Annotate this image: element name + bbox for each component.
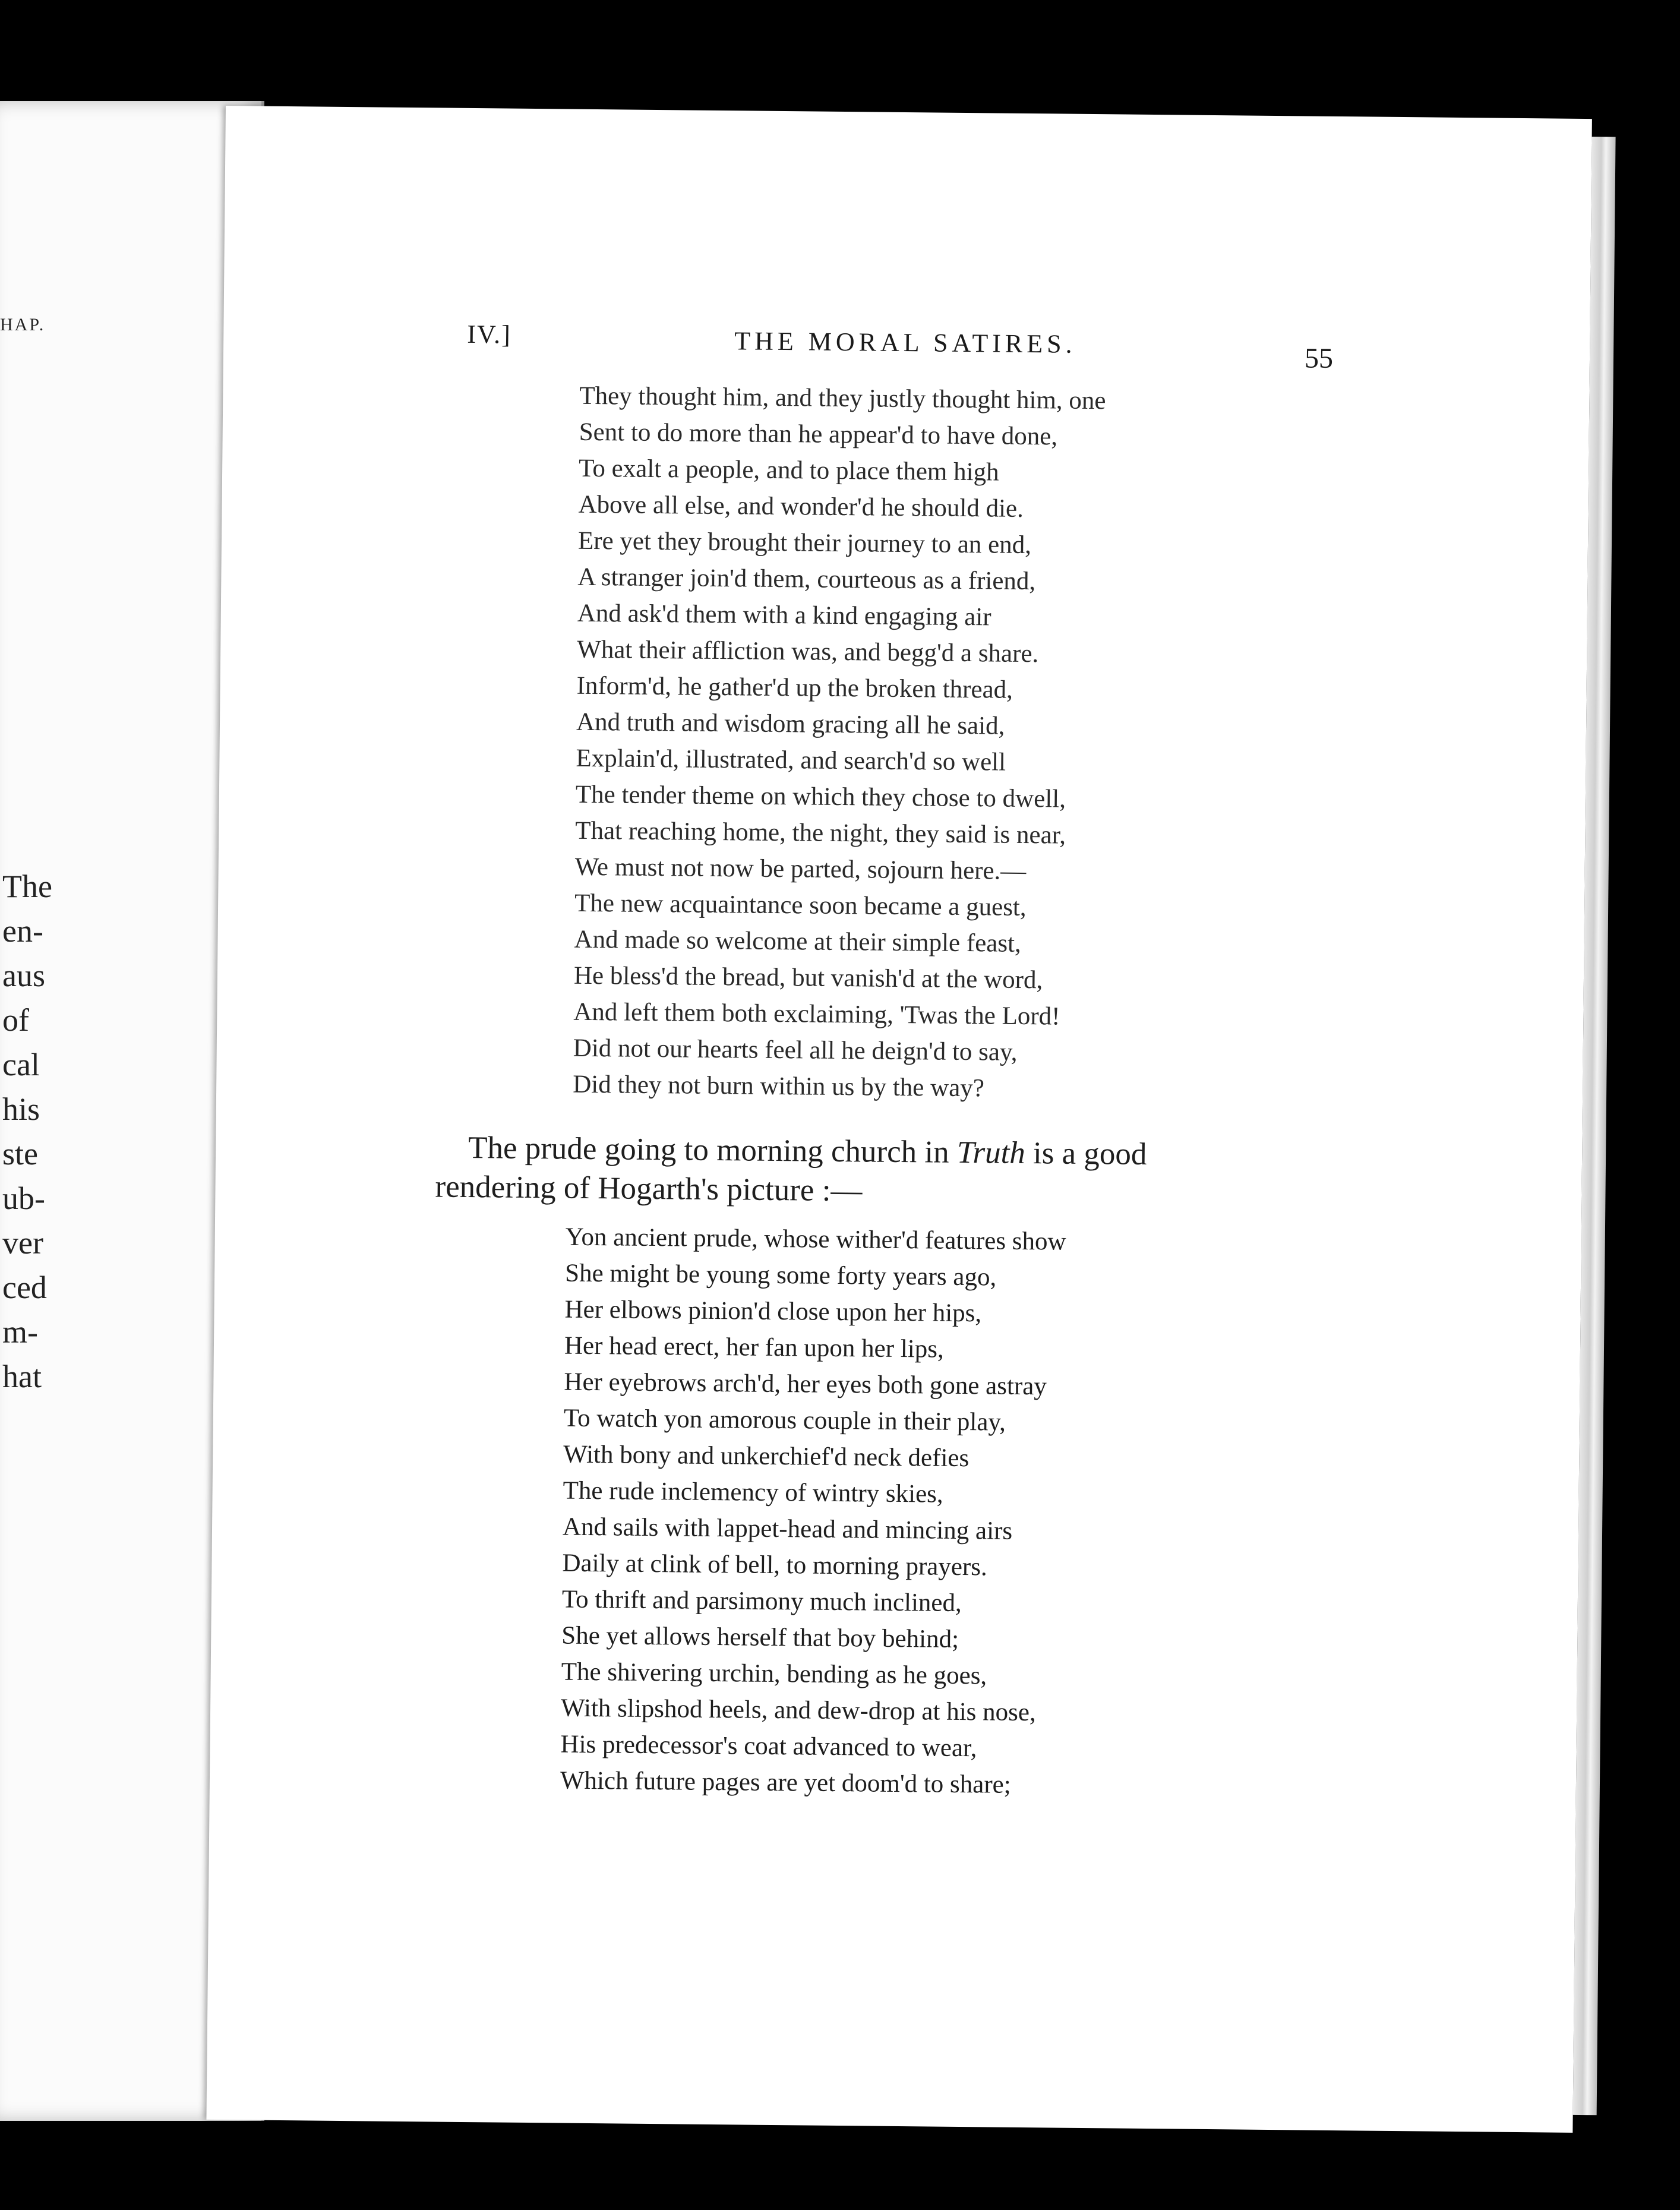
- page-edges: [1573, 137, 1616, 2115]
- verse-line: He bless'd the bread, but vanish'd at the word,: [573, 961, 1043, 994]
- text-fragment: his: [2, 1091, 40, 1127]
- verse-line: To thrift and parsimony much inclined,: [561, 1585, 962, 1618]
- text-fragment: ub-: [2, 1180, 45, 1216]
- verse-line: Which future pages are yet doom'd to share;: [560, 1766, 1011, 1799]
- verse-line: Above all else, and wonder'd he should die.: [578, 490, 1024, 523]
- verse-block-emmaus: [573, 378, 1106, 1107]
- text-fragment: of: [2, 1002, 29, 1038]
- verse-line: His predecessor's coat advanced to wear,: [560, 1730, 977, 1763]
- verse-block-prude: [560, 1219, 1066, 1804]
- verse-line: Her head erect, her fan upon her lips,: [564, 1331, 944, 1363]
- verse-line: The new acquaintance soon became a guest,: [574, 889, 1027, 921]
- facing-page-header: HAP.: [0, 315, 46, 334]
- chapter-marker: IV.]: [467, 319, 511, 349]
- prose-title-italic: Truth: [956, 1135, 1026, 1170]
- text-fragment: ced: [2, 1270, 47, 1305]
- prose-text: The prude going to morning church in: [468, 1131, 958, 1170]
- verse-line: Inform'd, he gather'd up the broken thread,: [576, 671, 1013, 704]
- page-number: 55: [1304, 342, 1334, 374]
- verse-line: To exalt a people, and to place them high: [578, 454, 999, 487]
- verse-line: Did they not burn within us by the way?: [572, 1070, 985, 1103]
- verse-line: With slipshod heels, and dew-drop at his nose,: [560, 1694, 1036, 1727]
- text-fragment: ver: [2, 1225, 43, 1261]
- verse-line: Yon ancient prude, whose wither'd features show: [565, 1223, 1066, 1256]
- verse-line: Sent to do more than he appear'd to have done,: [579, 418, 1058, 451]
- verse-line: With bony and unkerchief'd neck defies: [563, 1440, 970, 1473]
- verse-line: And ask'd them with a kind engaging air: [577, 599, 991, 632]
- verse-line: And made so welcome at their simple feast,: [574, 925, 1022, 958]
- verse-line: To watch yon amorous couple in their play,: [563, 1404, 1006, 1436]
- verse-line: She yet allows herself that boy behind;: [561, 1621, 959, 1653]
- verse-line: We must not now be parted, sojourn here.—: [574, 853, 1027, 885]
- verse-line: And sails with lappet-head and mincing airs: [562, 1513, 1013, 1545]
- text-fragment: hat: [2, 1359, 42, 1394]
- text-fragment: cal: [2, 1047, 40, 1082]
- facing-page-text-fragments: [2, 864, 52, 1399]
- verse-line: That reaching home, the night, they said is near,: [575, 816, 1066, 850]
- verse-line: Explain'd, illustrated, and search'd so well: [576, 744, 1006, 776]
- text-fragment: aus: [2, 958, 45, 993]
- verse-line: Did not our hearts feel all he deign'd to say,: [573, 1034, 1018, 1066]
- verse-line: They thought him, and they justly thought him, one: [579, 381, 1106, 415]
- book-page: [206, 106, 1591, 2133]
- verse-line: The shivering urchin, bending as he goes,: [561, 1658, 987, 1690]
- text-fragment: The: [2, 869, 52, 904]
- verse-line: What their affliction was, and begg'd a share.: [577, 635, 1039, 668]
- verse-line: Her elbows pinion'd close upon her hips,: [564, 1295, 982, 1328]
- verse-line: The rude inclemency of wintry skies,: [563, 1476, 943, 1508]
- verse-line: And left them both exclaiming, 'Twas the Lord!: [573, 997, 1060, 1031]
- running-head-title: THE MORAL SATIRES.: [734, 326, 1076, 359]
- verse-line: The tender theme on which they chose to dwell,: [575, 780, 1066, 813]
- verse-line: Daily at clink of bell, to morning prayers.: [562, 1549, 987, 1581]
- prose-line: [468, 1130, 1147, 1172]
- verse-line: Ere yet they brought their journey to an end,: [577, 526, 1032, 560]
- prose-line: rendering of Hogarth's picture :—: [435, 1169, 863, 1208]
- scan-background: [0, 0, 1680, 101]
- verse-line: Her eyebrows arch'd, her eyes both gone astray: [564, 1368, 1047, 1401]
- text-fragment: ste: [2, 1136, 38, 1172]
- verse-line: A stranger join'd them, courteous as a friend,: [577, 563, 1036, 596]
- prose-text: is a good: [1025, 1136, 1147, 1172]
- text-fragment: en-: [2, 913, 43, 949]
- verse-line: And truth and wisdom gracing all he said,: [576, 708, 1005, 740]
- text-fragment: m-: [2, 1314, 38, 1350]
- verse-line: She might be young some forty years ago,: [564, 1259, 997, 1292]
